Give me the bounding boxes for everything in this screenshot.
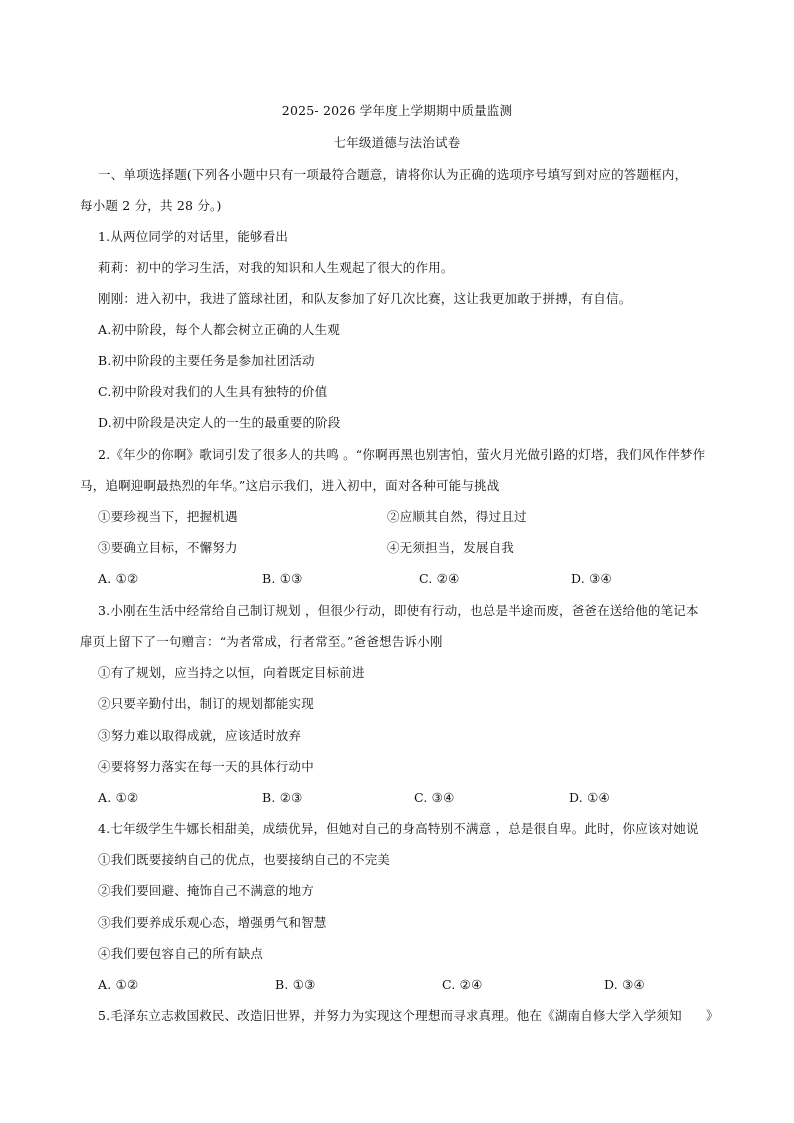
- q4-choice-d: D. ③④: [604, 977, 645, 992]
- q3-choice-c: C. ③④: [414, 790, 455, 805]
- section-heading-line2: 每小题 2 分，共 28 分。): [80, 198, 222, 213]
- q3-stem-line1: 3.小刚在生活中经常给自己制订规划 ，但很少行动，即使有行动，也总是半途而废，爸爸在送给他的笔记本: [98, 603, 699, 618]
- q1-dialogue-gang: 刚刚：进入初中，我进了篮球社团，和队友参加了好几次比赛，这让我更加敢于拼搏，有自信。: [98, 291, 632, 306]
- q4-stem: 4.七年级学生牛娜长相甜美，成绩优异，但她对自己的身高特别不满意 ，总是很自卑。此时，你应该对她说: [98, 821, 699, 836]
- q2-stem-line1: 2.《年少的你啊》歌词引发了很多人的共鸣 。“你啊再黑也别害怕，萤火月光做引路的灯塔，我们风作伴梦作: [98, 447, 706, 462]
- q2-choice-c: C. ②④: [419, 571, 460, 586]
- q2-item-1: ①要珍视当下，把握机遇: [98, 509, 238, 524]
- q4-choice-c: C. ②④: [442, 977, 483, 992]
- q2-choice-b: B. ①③: [262, 571, 303, 586]
- q4-item-3: ③我们要养成乐观心态，增强勇气和智慧: [98, 915, 327, 930]
- q1-option-d: D.初中阶段是决定人的一生的最重要的阶段: [98, 415, 341, 430]
- q2-choice-a: A. ①②: [98, 571, 139, 586]
- q2-item-2: ②应顺其自然，得过且过: [387, 509, 527, 524]
- q2-item-4: ④无须担当，发展自我: [387, 540, 515, 555]
- q5-stem-line1: 5.毛泽东立志救国救民、改造旧世界，并努力为实现这个理想而寻求真理。他在《湖南自修大学入学须知: [98, 1008, 682, 1023]
- q1-stem: 1.从两位同学的对话里，能够看出: [98, 229, 289, 244]
- q2-item-3: ③要确立目标，不懈努力: [98, 540, 238, 555]
- exam-subtitle: 七年级道德与法治试卷: [333, 135, 461, 150]
- q3-item-4: ④要将努力落实在每一天的具体行动中: [98, 759, 314, 774]
- q5-stem-tail: 》: [706, 1008, 719, 1023]
- q1-option-c: C.初中阶段对我们的人生具有独特的价值: [98, 384, 328, 399]
- q3-choice-a: A. ①②: [98, 790, 139, 805]
- q3-item-2: ②只要辛勤付出，制订的规划都能实现: [98, 696, 314, 711]
- q2-choice-d: D. ③④: [571, 571, 612, 586]
- q1-option-a: A.初中阶段，每个人都会树立正确的人生观: [98, 322, 341, 337]
- q4-item-2: ②我们要回避、掩饰自己不满意的地方: [98, 883, 314, 898]
- q4-item-4: ④我们要包容自己的所有缺点: [98, 946, 264, 961]
- q4-item-1: ①我们既要接纳自己的优点，也要接纳自己的不完美: [98, 852, 391, 867]
- q1-option-b: B.初中阶段的主要任务是参加社团活动: [98, 353, 315, 368]
- q4-choice-b: B. ①③: [275, 977, 316, 992]
- section-heading-line1: 一、单项选择题(下列各小题中只有一项最符合题意，请将你认为正确的选项序号填写到对应的答题框内，: [98, 167, 688, 182]
- q3-choice-b: B. ②③: [262, 790, 303, 805]
- q3-stem-line2: 扉页上留下了一句赠言：“为者常成，行者常至。”爸爸想告诉小刚: [80, 634, 443, 649]
- q3-item-3: ③努力难以取得成就，应该适时放弃: [98, 728, 302, 743]
- q1-dialogue-lili: 莉莉：初中的学习生活，对我的知识和人生观起了很大的作用。: [98, 260, 454, 275]
- q4-choice-a: A. ①②: [98, 977, 139, 992]
- q3-choice-d: D. ①④: [569, 790, 610, 805]
- exam-title: 2025- 2026 学年度上学期期中质量监测: [281, 103, 513, 118]
- q2-stem-line2: 马，追啊迎啊最热烈的年华。”这启示我们，进入初中，面对各种可能与挑战: [80, 478, 500, 493]
- q3-item-1: ①有了规划，应当持之以恒，向着既定目标前进: [98, 665, 365, 680]
